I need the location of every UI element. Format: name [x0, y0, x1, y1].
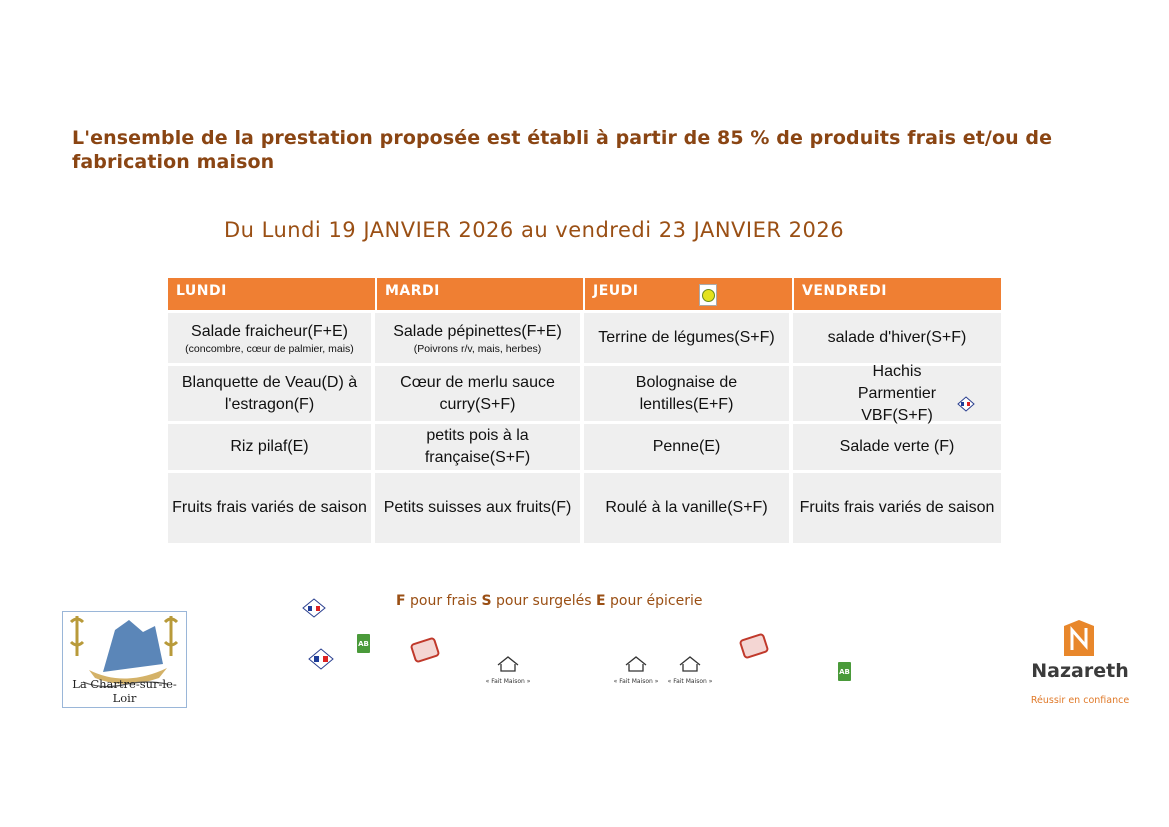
fait-maison-house-icon: [482, 655, 534, 673]
fait-maison-label: « Fait Maison »: [613, 678, 659, 685]
vegetarian-icon: [699, 284, 717, 306]
dish-name: Petits suisses aux fruits(F): [383, 499, 572, 516]
menu-cell: [168, 424, 371, 470]
menu-cell: [793, 362, 1001, 424]
day-header: VENDREDI: [794, 278, 1001, 310]
dish-name: Salade verte (F): [839, 438, 955, 455]
menu-row-dessert: [168, 473, 1001, 543]
dish-name: Hachis Parmentier VBF(S+F): [857, 362, 937, 424]
dish-name: Terrine de légumes(S+F): [598, 329, 775, 346]
day-header: LUNDI: [168, 278, 377, 310]
menu-cell: [584, 313, 789, 363]
nazareth-tagline: Réussir en confiance: [1030, 695, 1130, 706]
viande-france-icon: [308, 648, 334, 670]
day-header: [585, 278, 794, 310]
weekly-menu-table: [168, 278, 1001, 543]
dish-name: Riz pilaf(E): [230, 438, 309, 455]
menu-cell: [375, 473, 580, 543]
dish-name: Fruits frais variés de saison: [799, 499, 995, 516]
menu-cell: [793, 424, 1001, 470]
town-logo-name: La Chartre-sur-le-Loir: [72, 677, 177, 705]
menu-header-row: [168, 278, 1001, 310]
menu-cell: [375, 366, 580, 421]
dish-name: Salade fraicheur(F+E): [191, 322, 348, 340]
dish-name: Salade pépinettes(F+E): [393, 322, 562, 340]
menu-cell: [168, 366, 371, 421]
menu-row-side: [168, 424, 1001, 470]
dish-name: salade d'hiver(S+F): [827, 329, 967, 346]
day-header-label: JEUDI: [593, 283, 639, 299]
legend-text: pour frais: [405, 593, 482, 609]
nazareth-logo: [1020, 616, 1140, 716]
legend-text: pour épicerie: [605, 593, 703, 609]
dish-detail: (concombre, cœur de palmier, mais): [185, 342, 354, 355]
fait-maison-house-icon: [664, 655, 716, 673]
produit-local-stamp-icon: [739, 632, 770, 659]
menu-cell: [375, 424, 580, 470]
menu-cell: [584, 366, 789, 421]
dish-name: Bolognaise de lentilles(E+F): [635, 373, 738, 413]
dish-name: Fruits frais variés de saison: [172, 499, 367, 516]
fait-maison-label: « Fait Maison »: [485, 678, 531, 685]
organic-ab-icon: AB: [838, 662, 851, 681]
legend-text: pour surgelés: [491, 593, 596, 609]
dish-name: petits pois à la française(S+F): [424, 427, 531, 466]
menu-row-main: [168, 362, 1001, 424]
menu-cell: [168, 313, 371, 363]
dish-name: Blanquette de Veau(D) à l'estragon(F): [181, 373, 358, 413]
menu-period-title: Du Lundi 19 JANVIER 2026 au vendredi 23 JANVIER 2026: [224, 218, 845, 242]
fait-maison-badge: [482, 655, 534, 685]
dish-name: Cœur de merlu sauce curry(S+F): [400, 373, 555, 413]
fait-maison-badge: [610, 655, 662, 685]
dish-name: Penne(E): [652, 438, 721, 455]
menu-cell: [793, 473, 1001, 543]
legend-letter: S: [481, 593, 492, 609]
menu-cell: [168, 473, 371, 543]
town-logo: [62, 611, 187, 708]
fait-maison-house-icon: [610, 655, 662, 673]
viande-france-icon: [957, 396, 975, 412]
dish-detail: (Poivrons r/v, mais, herbes): [413, 342, 542, 355]
menu-cell: [584, 424, 789, 470]
menu-row-starter: [168, 313, 1001, 363]
menu-cell: [584, 473, 789, 543]
fait-maison-label: « Fait Maison »: [667, 678, 713, 685]
legend-letter: E: [595, 593, 606, 609]
fait-maison-badge: [664, 655, 716, 685]
menu-cell: [375, 313, 580, 363]
dish-name: Roulé à la vanille(S+F): [605, 499, 768, 516]
day-header: MARDI: [377, 278, 585, 310]
viande-france-icon: [302, 598, 326, 618]
legend: [396, 593, 703, 609]
organic-ab-icon: AB: [357, 634, 370, 653]
produit-local-stamp-icon: [410, 636, 441, 663]
menu-cell: [793, 313, 1001, 363]
intro-statement: L'ensemble de la prestation proposée est établi à partir de 85 % de produits frais et/ou de fabrication maison: [72, 127, 1053, 173]
legend-letter: F: [396, 593, 406, 609]
nazareth-n-icon: [1061, 618, 1097, 658]
nazareth-name: Nazareth: [1031, 660, 1129, 682]
